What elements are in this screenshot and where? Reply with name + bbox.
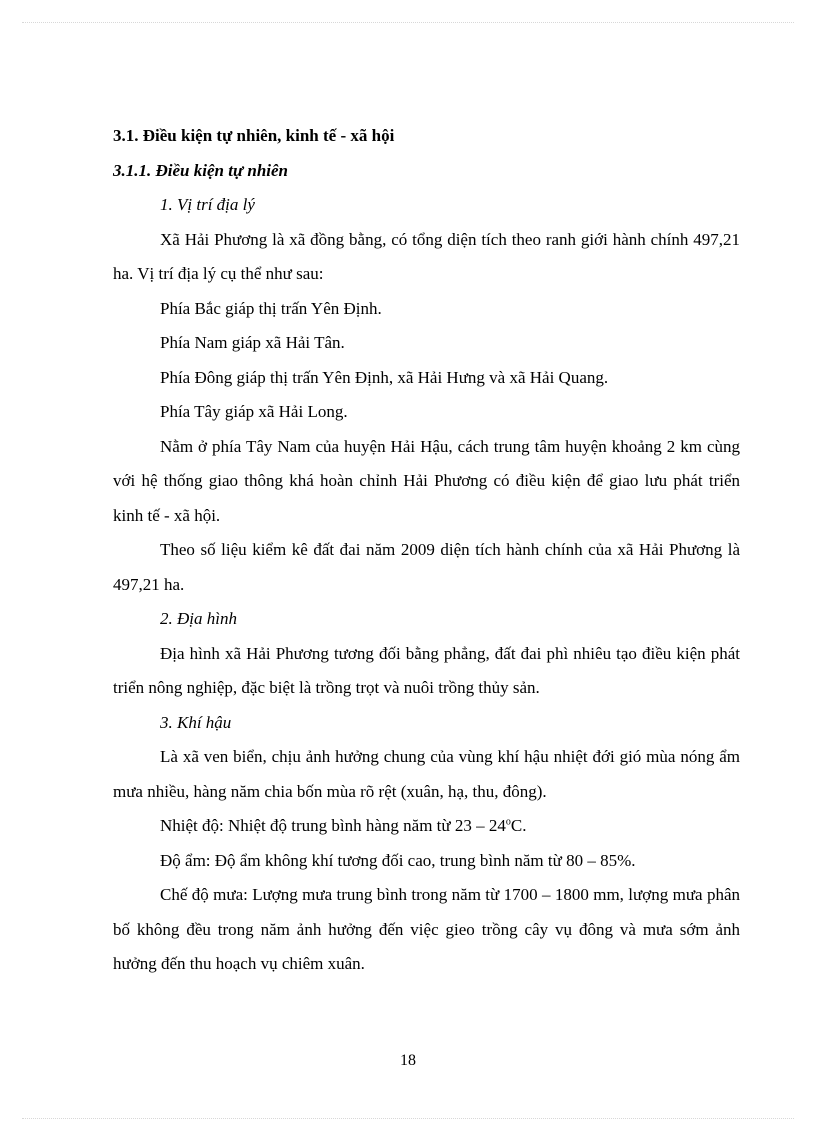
location-heading: 1. Vị trí địa lý [160,195,255,214]
terrain-text: Địa hình xã Hải Phương tương đối bằng phẳng, đất đai phì nhiêu tạo điều kiện phát triển nông nghiệp, đặc biệt là trồng trọt và nuôi trồng thủy sản. [113,643,740,697]
climate-text: Là xã ven biển, chịu ảnh hưởng chung của vùng khí hậu nhiệt đới gió mùa nóng ẩm mưa nhiều, hàng năm chia bốn mùa rõ rệt (xuân, hạ, thu, đông). [113,747,740,801]
location-west: Phía Tây giáp xã Hải Long. [160,402,348,421]
location-area: Theo số liệu kiểm kê đất đai năm 2009 diện tích hành chính của xã Hải Phương là 497,21 ha. [113,540,740,594]
climate-rainfall: Chế độ mưa: Lượng mưa trung bình trong năm từ 1700 – 1800 mm, lượng mưa phân bố không đều trong năm ảnh hưởng đến việc gieo trồng cây vụ đông và mưa sớm ảnh hưởng đến thu hoạch vụ chiêm xuân. [113,885,740,973]
terrain-heading: 2. Địa hình [160,609,237,628]
climate-humidity: Độ ẩm: Độ ẩm không khí tương đối cao, trung bình năm từ 80 – 85%. [160,850,636,870]
section-title: 3.1. Điều kiện tự nhiên, kinh tế - xã hội [113,126,395,145]
degree-sign: o [505,816,511,828]
climate-heading: 3. Khí hậu [160,712,232,732]
page-number: 18 [400,1052,416,1069]
subsection-title: 3.1.1. Điều kiện tự nhiên [113,160,289,180]
temperature-prefix: Nhiệt độ: Nhiệt độ trung bình hàng năm từ 23 – 24 [160,816,506,835]
location-east: Phía Đông giáp thị trấn Yên Định, xã Hải Hưng và xã Hải Quang. [160,367,609,387]
location-position: Nằm ở phía Tây Nam của huyện Hải Hậu, cách trung tâm huyện khoảng 2 km cùng với hệ thống giao thông khá hoàn chỉnh Hải Phương có điều kiện để giao lưu phát triển kinh tế - xã hội. [113,436,740,525]
location-north: Phía Bắc giáp thị trấn Yên Định. [160,298,382,318]
page-border-top [22,22,794,23]
climate-temperature [113,809,740,844]
location-intro: Xã Hải Phương là xã đồng bằng, có tổng diện tích theo ranh giới hành chính 497,21 ha. Vị trí địa lý cụ thể như sau: [113,229,740,283]
temperature-unit: C. [510,816,527,835]
location-south: Phía Nam giáp xã Hải Tân. [160,333,345,352]
page-border-bottom [22,1118,794,1119]
document-body [113,119,740,982]
